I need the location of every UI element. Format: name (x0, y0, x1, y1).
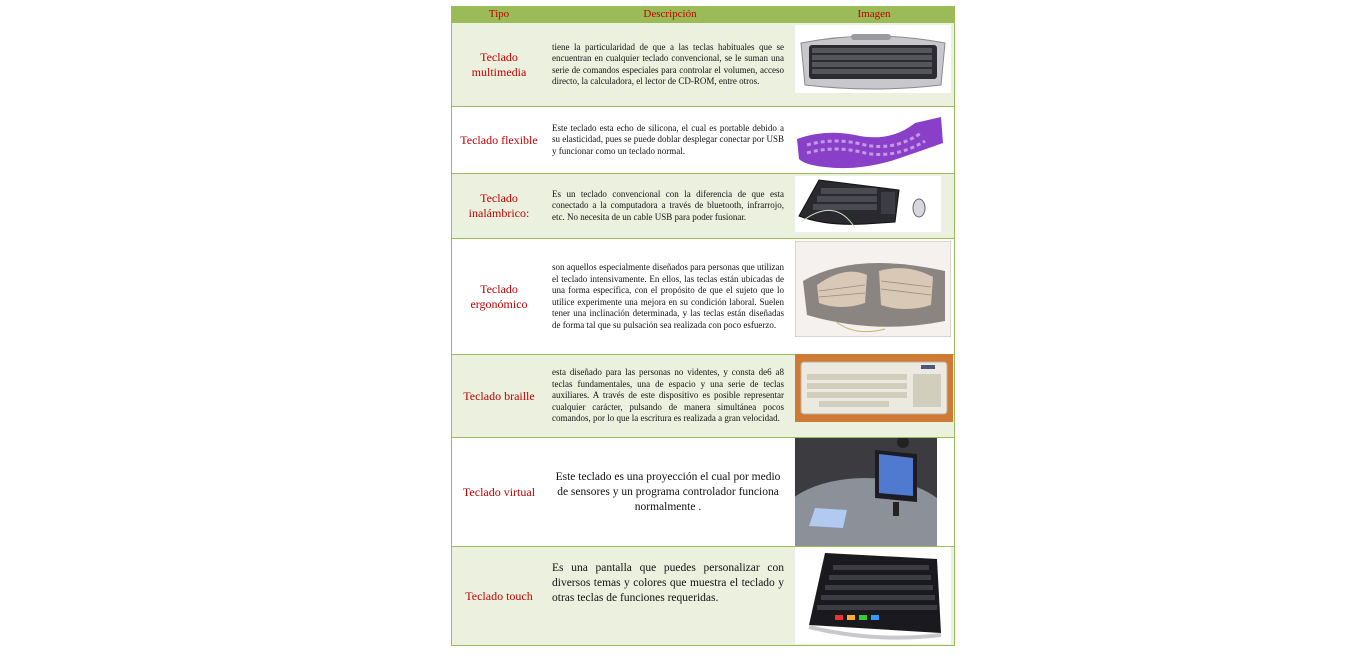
tipo-cell: Teclado virtual (462, 484, 536, 499)
descripcion-cell (546, 438, 794, 546)
tipo-cell: Teclado inalámbrico: (468, 191, 530, 220)
imagen-cell (794, 239, 954, 354)
tipo-cell: Teclado flexible (460, 132, 538, 147)
tipo-cell: Teclado touch (465, 588, 533, 603)
ergonomic-keyboard-image (795, 241, 951, 337)
descripcion-cell (546, 23, 794, 106)
tipo-cell: Teclado multimedia (471, 49, 527, 79)
virtual-keyboard-image (795, 438, 937, 546)
imagen-cell (794, 355, 954, 437)
imagen-cell (794, 23, 954, 106)
header-descripcion: Descripción (643, 8, 697, 20)
descripcion-text: esta diseñado para las personas no videntes, y consta de6 a8 teclas fundamentales, una de espacio y una serie de teclas auxiliares. A través de este dispositivo es posible representar cualquier carácter, pulsando de manera simultánea pocos comandos, por lo que la escritura es realizada a gran velocidad. (552, 367, 784, 424)
table-row (452, 546, 954, 645)
imagen-cell (794, 107, 954, 173)
flexible-keyboard-image (795, 109, 945, 171)
descripcion-text: Es una pantalla que puedes personalizar con diversos temas y colores que muestra el teclado y otras teclas de funciones requeridas. (552, 562, 784, 604)
table-row (452, 437, 954, 546)
descripcion-cell (546, 355, 794, 437)
table-row (452, 238, 954, 354)
wireless-keyboard-image (795, 176, 941, 232)
descripcion-cell (546, 239, 794, 354)
touch-keyboard-image (795, 547, 951, 644)
descripcion-cell (546, 107, 794, 173)
braille-keyboard-image (795, 354, 953, 422)
header-tipo: Tipo (488, 8, 510, 20)
keyboard-types-table (451, 6, 955, 646)
multimedia-keyboard-image (795, 25, 951, 93)
table-row (452, 22, 954, 106)
tipo-cell: Teclado ergonómico (470, 281, 528, 311)
imagen-cell (794, 174, 954, 238)
header-imagen: Imagen (857, 8, 891, 20)
tipo-cell: Teclado braille (463, 388, 535, 403)
descripcion-text: son aquellos especialmente diseñados para personas que utilizan el teclado intensivamente. En ellos, las teclas están ubicadas de una forma específica, con el propósito de que el sujeto que lo utilice experimente una mejora en su condición laboral. Suelen tener una inclinación determinada, y las teclas están diseñadas de forma tal que su pulsación sea realizada con poco esfuerzo. (552, 262, 784, 330)
imagen-cell (794, 547, 954, 645)
table-header (452, 7, 954, 22)
descripcion-text: Este teclado esta echo de silicona, el cual es portable debido a su elasticidad, pues se puede doblar desplegar conectar por USB y funcionar como un teclado normal. (552, 122, 784, 156)
descripcion-cell (546, 174, 794, 238)
table-row (452, 354, 954, 437)
table-row (452, 173, 954, 238)
descripcion-cell (546, 547, 794, 645)
descripcion-text: tiene la particularidad de que a las teclas habituales que se encuentran en cualquier teclado convencional, se le suman una serie de comandos especiales para controlar el volumen, acceso directo, la calculadora, el lector de CD-ROM, entre otros. (552, 41, 784, 86)
table-row (452, 106, 954, 173)
imagen-cell (794, 438, 954, 546)
descripcion-text: Es un teclado convencional con la diferencia de que esta conectado a la computadora a través de bluetooth, infrarrojo, etc. No necesita de un cable USB para poder fusionar. (552, 188, 784, 222)
descripcion-text: Este teclado es una proyección el cual por medio de sensores y un programa controlador funciona normalmente . (555, 470, 781, 513)
